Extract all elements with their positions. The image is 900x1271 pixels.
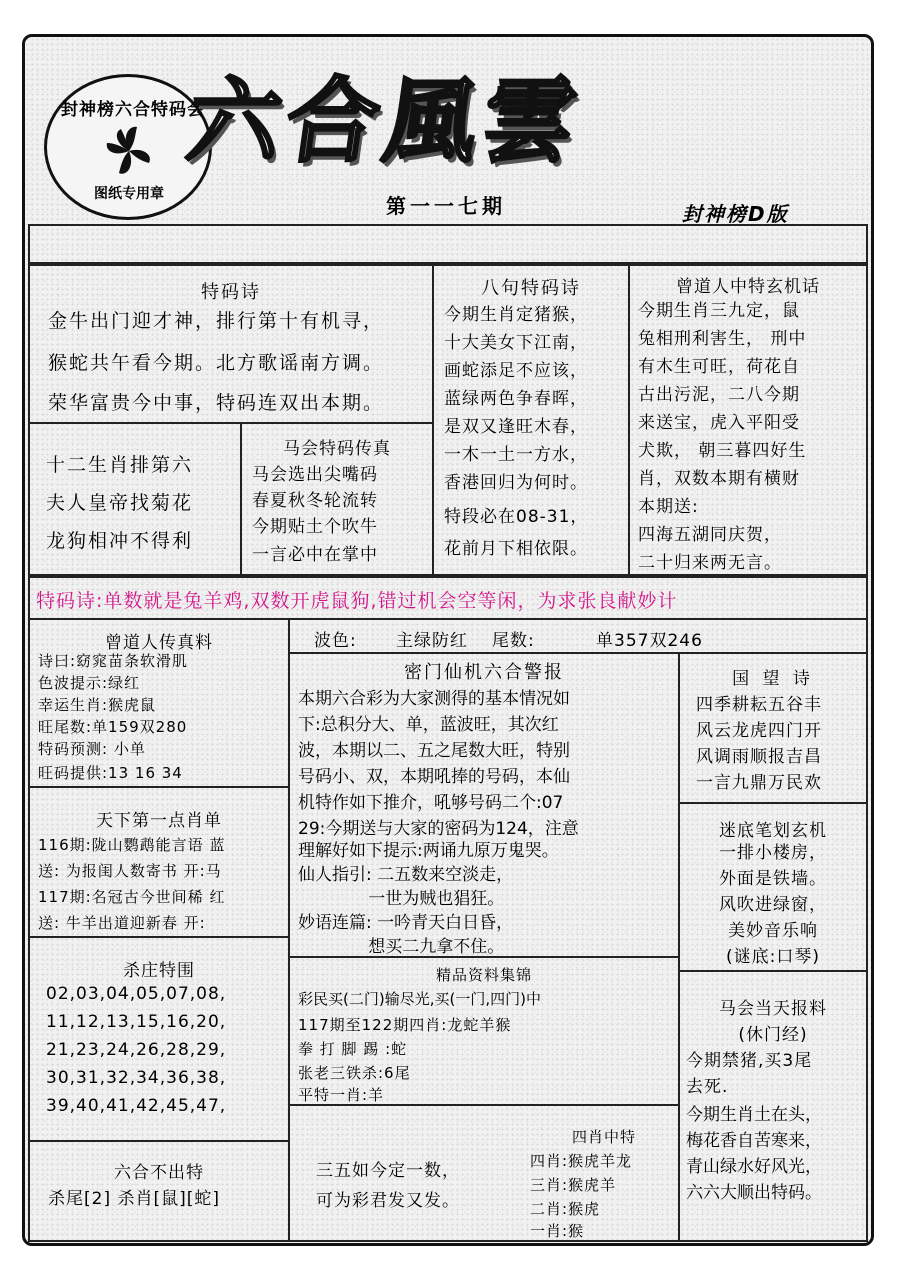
- four-line: 四肖:猴虎羊龙: [530, 1152, 633, 1170]
- mahui2-line: 去死.: [686, 1077, 729, 1097]
- guowang-line: 四季耕耘五谷丰: [696, 695, 822, 715]
- wave-label: 波色:: [314, 631, 357, 651]
- seal-top-text: 封神榜六合特码会: [61, 100, 205, 120]
- zodiac-line: 十二生肖排第六: [46, 454, 194, 476]
- mahui2-box: [678, 970, 868, 1242]
- edition-label: 封神榜D版: [682, 202, 789, 226]
- jingpin-line: 张老三铁杀:6尾: [298, 1064, 411, 1082]
- kill-line: 39,40,41,42,45,47,: [46, 1096, 227, 1116]
- wave-box: [288, 618, 868, 654]
- kill-line: 11,12,13,15,16,20,: [46, 1012, 227, 1032]
- daoren-line: 来送宝，虎入平阳受: [638, 413, 800, 433]
- zodiac-box: [28, 422, 242, 576]
- masthead-title: 六合風雲: [181, 67, 589, 175]
- poem2-box: [432, 264, 630, 576]
- first-line: 送: 为报闺人数寄书 开:马: [38, 862, 222, 880]
- four-title: 四肖中特: [572, 1128, 637, 1146]
- nospecial-line: 杀尾[2] 杀肖[鼠][蛇]: [48, 1189, 221, 1209]
- guowang-box: [678, 652, 868, 804]
- issue-number: 第一一七期: [386, 194, 506, 218]
- mahui2-line: 青山绿水好风光，: [686, 1157, 822, 1177]
- jingpin-line: 117期至122期四肖:龙蛇羊猴: [298, 1016, 512, 1034]
- daoren-line: 二十归来两无言。: [638, 553, 782, 573]
- jingpin-line: 彩民买(二门)输尽光,买(一门,四门)中: [298, 990, 541, 1008]
- poem2-line: 花前月下相依限。: [444, 539, 588, 559]
- zodiac-line: 龙狗相冲不得利: [46, 530, 194, 552]
- daoren-line: 犬欺， 朝三暮四好生: [638, 441, 807, 461]
- mahui-line: 今期贴土个吹牛: [252, 517, 378, 537]
- secret-line: 号码小、双，本期吼捧的号码，本仙: [298, 767, 570, 787]
- blank-band: [28, 224, 868, 264]
- fax-box: [28, 618, 290, 788]
- fax-line: 色波提示:绿红: [38, 674, 141, 692]
- secret-line: 机特作如下推介，吼够号码二个:07: [298, 793, 564, 813]
- daoren-box: [628, 264, 868, 576]
- sanwu-line: 三五如今定一数，: [316, 1161, 460, 1181]
- poem2-line: 一木一土一方水，: [444, 445, 588, 465]
- poem2-line: 是双又逢旺木春，: [444, 417, 588, 437]
- poem2-line: 蓝绿两色争春晖，: [444, 389, 588, 409]
- tail-value: 单357双246: [596, 631, 703, 651]
- bauhinia-icon: [99, 121, 159, 181]
- poem2-line: 画蛇添足不应该，: [444, 361, 588, 381]
- secret-line: 想买二九拿不住。: [298, 937, 505, 957]
- poem1-line: 荣华富贵今中事，特码连双出本期。: [48, 392, 385, 414]
- mahui-box: [240, 422, 434, 576]
- riddle-title: 迷底笔划玄机: [719, 821, 827, 841]
- jingpin-title: 精品资料集锦: [435, 966, 532, 984]
- mahui2-line: 梅花香自苦寒来，: [686, 1131, 822, 1151]
- nospecial-title: 六合不出特: [114, 1163, 204, 1183]
- daoren-line: 兔相刑利害生， 刑中: [638, 329, 807, 349]
- mahui-title: 马会特码传真: [283, 439, 391, 459]
- daoren-line: 今期生肖三九定，鼠: [638, 301, 800, 321]
- first-line: 送: 牛羊出道迎新春 开:: [38, 914, 206, 932]
- kill-line: 21,23,24,26,28,29,: [46, 1040, 227, 1060]
- first-title: 天下第一点肖单: [96, 811, 222, 831]
- seal-bottom-text: 图纸专用章: [94, 186, 164, 202]
- four-line: 二肖:猴虎: [530, 1200, 601, 1218]
- riddle-line: 外面是铁墙。: [719, 869, 827, 889]
- zodiac-line: 夫人皇帝找菊花: [46, 492, 194, 514]
- guowang-line: 风调雨顺报吉昌: [696, 747, 822, 767]
- mahui2-subtitle: (休门经): [738, 1025, 808, 1045]
- first-line: 117期:名冠古今世间稀 红: [38, 888, 226, 906]
- tail-label: 尾数:: [492, 631, 535, 651]
- fax-line: 旺尾数:单159双280: [38, 718, 188, 736]
- poem2-line: 十大美女下江南，: [444, 333, 588, 353]
- secret-line: 波，本期以二、五之尾数大旺，特别: [298, 741, 570, 761]
- mahui-line: 春夏秋冬轮流转: [252, 491, 378, 511]
- poem2-line: 今期生肖定猪猴，: [444, 305, 588, 325]
- riddle-box: [678, 802, 868, 972]
- secret-title: 密门仙机六合警报: [404, 662, 564, 683]
- secret-line: 理解好如下提示:两诵九原万鬼哭。: [298, 841, 559, 861]
- pink-banner: 特码诗:单数就是兔羊鸡,双数开虎鼠狗,错过机会空等闲，为求张良献妙计: [36, 590, 678, 612]
- first-box: [28, 786, 290, 938]
- poem2-title: 八句特码诗: [481, 278, 581, 299]
- bottom-middle-box: [288, 1104, 680, 1242]
- secret-line: 本期六合彩为大家测得的基本情况如: [298, 689, 570, 709]
- secret-line: 29:今期送与大家的密码为124，注意: [298, 819, 579, 839]
- mahui2-title: 马会当天报料: [719, 999, 827, 1019]
- mahui-line: 马会选出尖嘴码: [252, 465, 378, 485]
- mahui-line: 一言必中在掌中: [252, 545, 378, 565]
- first-line: 116期:陇山鹦鹉能言语 蓝: [38, 836, 226, 854]
- daoren-line: 本期送:: [638, 497, 699, 517]
- kill-title: 杀庄特围: [123, 961, 195, 981]
- fax-line: 幸运生肖:猴虎鼠: [38, 696, 157, 714]
- jingpin-line: 平特一肖:羊: [298, 1086, 385, 1104]
- riddle-line: 风吹进绿窗，: [719, 895, 827, 915]
- daoren-title: 曾道人中特玄机话: [676, 277, 820, 297]
- daoren-line: 肖，双数本期有横财: [638, 469, 800, 489]
- poem1-line: 猴蛇共午看今期。北方歌谣南方调。: [48, 352, 385, 374]
- guowang-line: 一言九鼎万民欢: [696, 773, 822, 793]
- fax-title: 曾道人传真料: [105, 633, 213, 653]
- daoren-line: 古出污泥，二八今期: [638, 385, 800, 405]
- nospecial-box: [28, 1140, 290, 1242]
- kill-box: [28, 936, 290, 1142]
- riddle-line: 美妙音乐响: [728, 921, 818, 941]
- wave-value: 主绿防红: [396, 631, 468, 651]
- secret-line: 妙语连篇: 一吟青天白日昏，: [298, 913, 514, 933]
- daoren-line: 有木生可旺，荷花自: [638, 357, 800, 377]
- jingpin-box: [288, 956, 680, 1106]
- guowang-line: 风云龙虎四门开: [696, 721, 822, 741]
- fax-line: 诗曰:窈窕苗条软滑肌: [38, 652, 189, 670]
- secret-box: [288, 652, 680, 958]
- poem1-title: 特码诗: [201, 282, 261, 303]
- riddle-answer: (谜底:口琴): [726, 947, 820, 967]
- mahui2-line: 今期禁猪,买3尾: [686, 1051, 813, 1071]
- secret-line: 下:总积分大、单，蓝波旺，其次红: [298, 715, 559, 735]
- kill-line: 30,31,32,34,36,38,: [46, 1068, 227, 1088]
- riddle-line: 一排小楼房，: [719, 843, 827, 863]
- jingpin-line: 拳 打 脚 踢 :蛇: [298, 1040, 408, 1058]
- four-line: 一肖:猴: [530, 1222, 585, 1240]
- secret-line: 一世为贼也猖狂。: [298, 889, 505, 909]
- poem1-box: [28, 264, 434, 424]
- poem2-line: 特段必在08-31，: [444, 507, 589, 527]
- guowang-title: 国 望 诗: [732, 669, 814, 689]
- fax-line: 旺码提供:13 16 34: [38, 764, 183, 782]
- mahui2-line: 今期生肖土在头，: [686, 1105, 822, 1125]
- mahui2-line: 六六大顺出特码。: [686, 1183, 822, 1203]
- sanwu-line: 可为彩君发又发。: [316, 1191, 460, 1211]
- daoren-line: 四海五湖同庆贺，: [638, 525, 782, 545]
- poem1-line: 金牛出门迎才神，排行第十有机寻，: [48, 310, 385, 332]
- kill-line: 02,03,04,05,07,08,: [46, 984, 227, 1004]
- poem2-line: 香港回归为何时。: [444, 473, 588, 493]
- secret-line: 仙人指引: 二五数来空淡走，: [298, 865, 514, 885]
- fax-line: 特码预测: 小单: [38, 740, 146, 758]
- four-line: 三肖:猴虎羊: [530, 1176, 617, 1194]
